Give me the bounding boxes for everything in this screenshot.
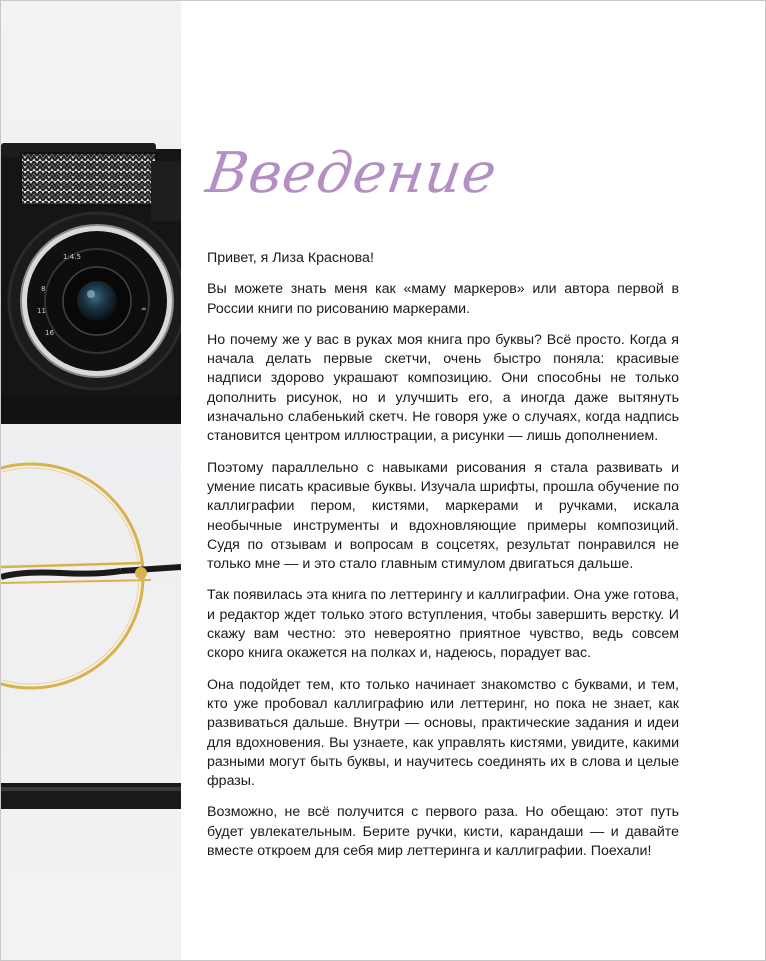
paragraph: Она подойдет тем, кто только начинает знакомство с буквами, и тем, кто уже пробовал каллиграфию или леттеринг, но пока не знает, как развиваться дальше. Внутри — основы, практические задания и идеи для вдохновения. Вы узнаете, как управлять кистями, увидите, какими разными могут быть буквы, и научитесь соединять их в слова и целые фразы. xyxy=(207,676,679,790)
svg-text:16: 16 xyxy=(45,329,54,337)
svg-text:1:4.5: 1:4.5 xyxy=(63,253,81,261)
greeting: Привет, я Лиза Краснова! xyxy=(207,250,374,266)
camera-image xyxy=(1,143,181,424)
svg-text:∞: ∞ xyxy=(141,305,147,313)
paragraph: Вы можете знать меня как «маму маркеров» или автора первой в России книги по рисованию маркерами. xyxy=(207,281,679,317)
glasses-image xyxy=(1,464,181,688)
paragraph: Возможно, не всё получится с первого раза. Но обещаю: этот путь будет увлекательным. Берите ручки, кисти, карандаши — и давайте вместе откроем для себя мир леттеринга и каллиграфии. Поехали! xyxy=(207,804,679,860)
paragraph: Поэтому параллельно с навыками рисования я стала развивать и умение писать красивые буквы. Изучала шрифты, прошла обучение по каллиграфии пером, кистями, маркерами и ручками, искала необычные инструменты и вдохновляющие примеры композиций. Судя по отзывам и вопросам в соцсетях, результат понравился не только мне — и это стало главным стимулом двигаться дальше. xyxy=(207,459,679,573)
svg-text:11: 11 xyxy=(37,307,46,315)
paragraph: Но почему же у вас в руках моя книга про буквы? Всё просто. Когда я начала делать первые скетчи, очень быстро поняла: красивые надписи здорово украшают композицию. Они способны не только дополнить рисунок, но и улучшить его, а иногда даже вытянуть изначально слабенький скетч. Не говоря уже о случаях, когда надпись становится центром иллюстрации, а рисунки — лишь дополнением. xyxy=(207,331,679,445)
intro-text xyxy=(202,131,679,873)
decorative-photo xyxy=(1,1,181,960)
chapter-title xyxy=(202,131,679,249)
paragraph: Так появилась эта книга по леттерингу и каллиграфии. Она уже готова, и редактор ждет только этого вступления, чтобы завершить верстку. И скажу вам честно: это невероятно приятное чувство, ведь совсем скоро книга окажется на полках и, надеюсь, порадует вас. xyxy=(207,587,679,662)
svg-text:8: 8 xyxy=(41,285,46,293)
chapter-title-text: Введение xyxy=(202,141,502,206)
pen-image xyxy=(1,783,181,809)
